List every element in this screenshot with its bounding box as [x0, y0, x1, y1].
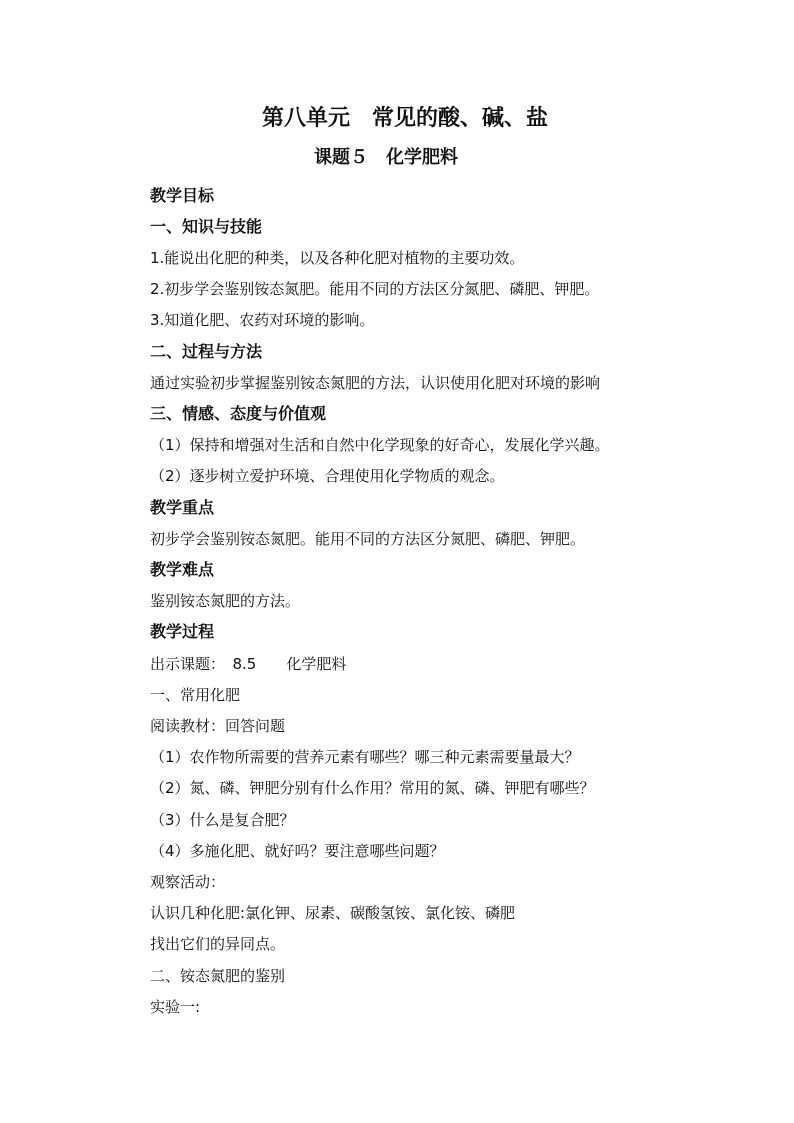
paragraph-line: 通过实验初步掌握鉴别铵态氮肥的方法，认识使用化肥对环境的影响	[150, 374, 601, 392]
subheading-process-methods: 二、过程与方法	[150, 342, 263, 361]
section-heading-teaching-goals: 教学目标	[150, 186, 215, 205]
question-line: （3）什么是复合肥？	[150, 811, 295, 829]
paragraph-line: 3.知道化肥、农药对环境的影响。	[150, 311, 375, 329]
question-line: （2）氮、磷、钾肥分别有什么作用？常用的氮、磷、钾肥有哪些？	[150, 779, 595, 797]
paragraph-line: 观察活动：	[150, 873, 226, 891]
subheading-knowledge-skills: 一、知识与技能	[150, 217, 263, 236]
paragraph-line: 1.能说出化肥的种类，以及各种化肥对植物的主要功效。	[150, 249, 525, 267]
paragraph-line: 2.初步学会鉴别铵态氮肥。能用不同的方法区分氮肥、磷肥、钾肥。	[150, 280, 600, 298]
paragraph-line: 出示课题： 8.5 化学肥料	[150, 655, 347, 673]
document-title: 第八单元 常见的酸、碱、盐	[262, 106, 549, 131]
section-heading-key-points: 教学重点	[150, 498, 215, 517]
document-subtitle: 课题５ 化学肥料	[314, 147, 458, 168]
question-line: （1）农作物所需要的营养元素有哪些？哪三种元素需要量最大？	[150, 748, 580, 766]
paragraph-line: 阅读教材：回答问题	[150, 717, 286, 735]
paragraph-line: 鉴别铵态氮肥的方法。	[150, 592, 301, 610]
question-line: （4）多施化肥、就好吗？要注意哪些问题？	[150, 842, 445, 860]
section-heading-difficulties: 教学难点	[150, 560, 215, 579]
paragraph-line: 认识几种化肥:氯化钾、尿素、碳酸氢铵、氯化铵、磷肥	[150, 904, 516, 922]
paragraph-line: 实验一:	[150, 998, 201, 1016]
subheading-emotions-values: 三、情感、态度与价值观	[150, 404, 327, 423]
paragraph-line: 二、铵态氮肥的鉴别	[150, 967, 286, 985]
paragraph-line: （1）保持和增强对生活和自然中化学现象的好奇心，发展化学兴趣。	[150, 436, 610, 454]
section-heading-teaching-process: 教学过程	[150, 622, 215, 641]
paragraph-line: 一、常用化肥	[150, 686, 241, 704]
paragraph-line: 找出它们的异同点。	[150, 935, 286, 953]
paragraph-line: （2）逐步树立爱护环境、合理使用化学物质的观念。	[150, 467, 505, 485]
paragraph-line: 初步学会鉴别铵态氮肥。能用不同的方法区分氮肥、磷肥、钾肥。	[150, 530, 586, 548]
